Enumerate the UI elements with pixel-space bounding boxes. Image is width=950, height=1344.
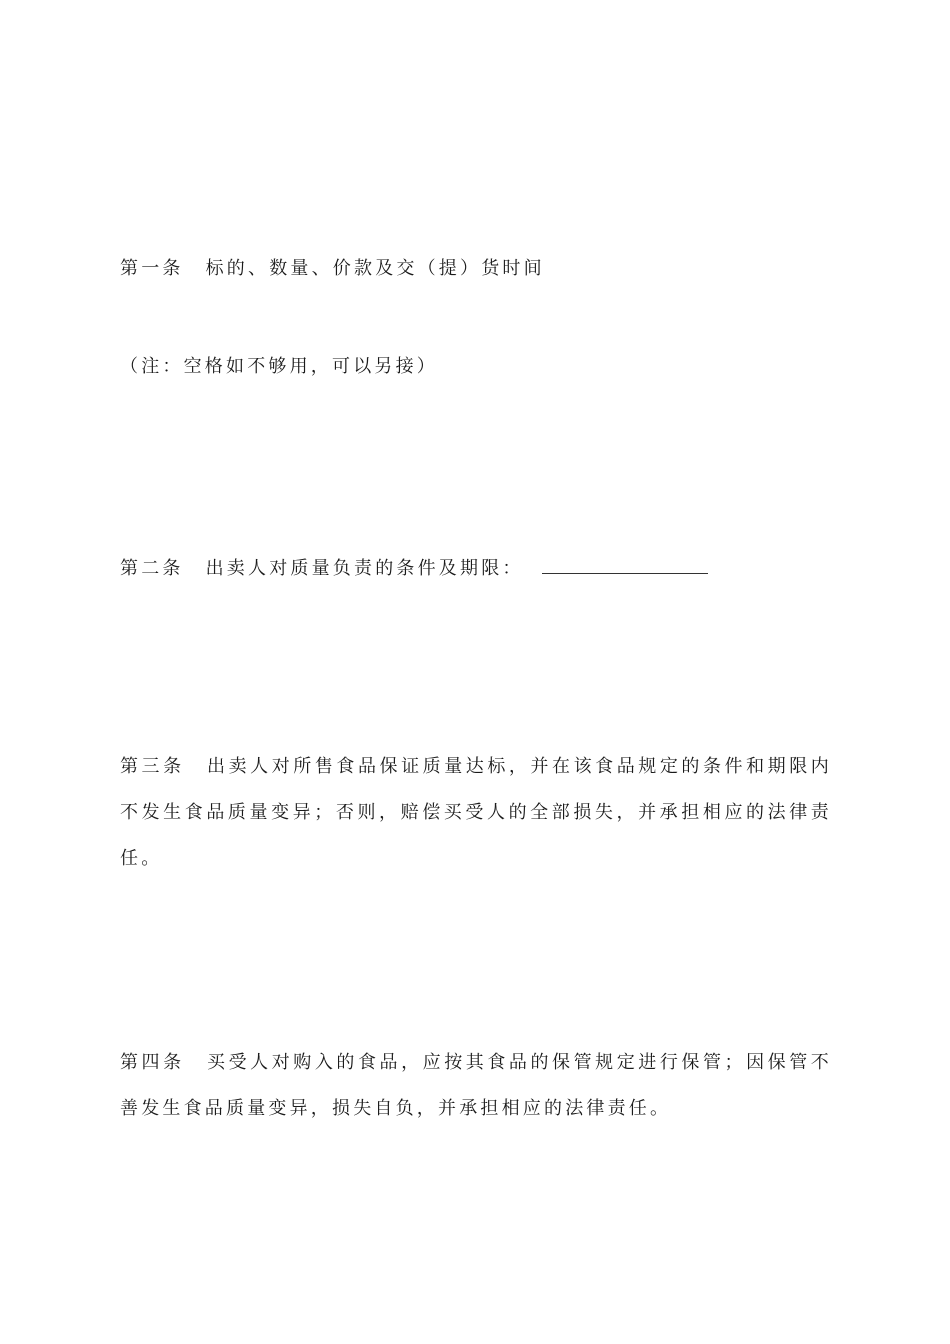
article-3 bbox=[120, 744, 832, 882]
article-1-text: 标的、数量、价款及交（提）货时间 bbox=[205, 258, 545, 279]
article-1 bbox=[120, 246, 832, 292]
article-2-text: 出卖人对质量负责的条件及期限： bbox=[205, 558, 524, 579]
article-2 bbox=[120, 546, 832, 592]
article-4-label: 第四条 bbox=[120, 1052, 185, 1073]
article-4 bbox=[120, 1040, 832, 1132]
fill-in-blank[interactable] bbox=[542, 551, 708, 574]
article-3-text: 出卖人对所售食品保证质量达标，并在该食品规定的条件和期限内不发生食品质量变异；否则，赔偿买受人的全部损失，并承担相应的法律责任。 bbox=[120, 756, 832, 869]
article-2-label: 第二条 bbox=[120, 558, 184, 579]
article-1-label: 第一条 bbox=[120, 258, 184, 279]
note-text: （注：空格如不够用，可以另接） bbox=[120, 356, 438, 377]
article-3-label: 第三条 bbox=[120, 756, 185, 777]
article-4-text: 买受人对购入的食品，应按其食品的保管规定进行保管；因保管不善发生食品质量变异，损失自负，并承担相应的法律责任。 bbox=[120, 1052, 832, 1119]
note-line bbox=[120, 344, 832, 390]
